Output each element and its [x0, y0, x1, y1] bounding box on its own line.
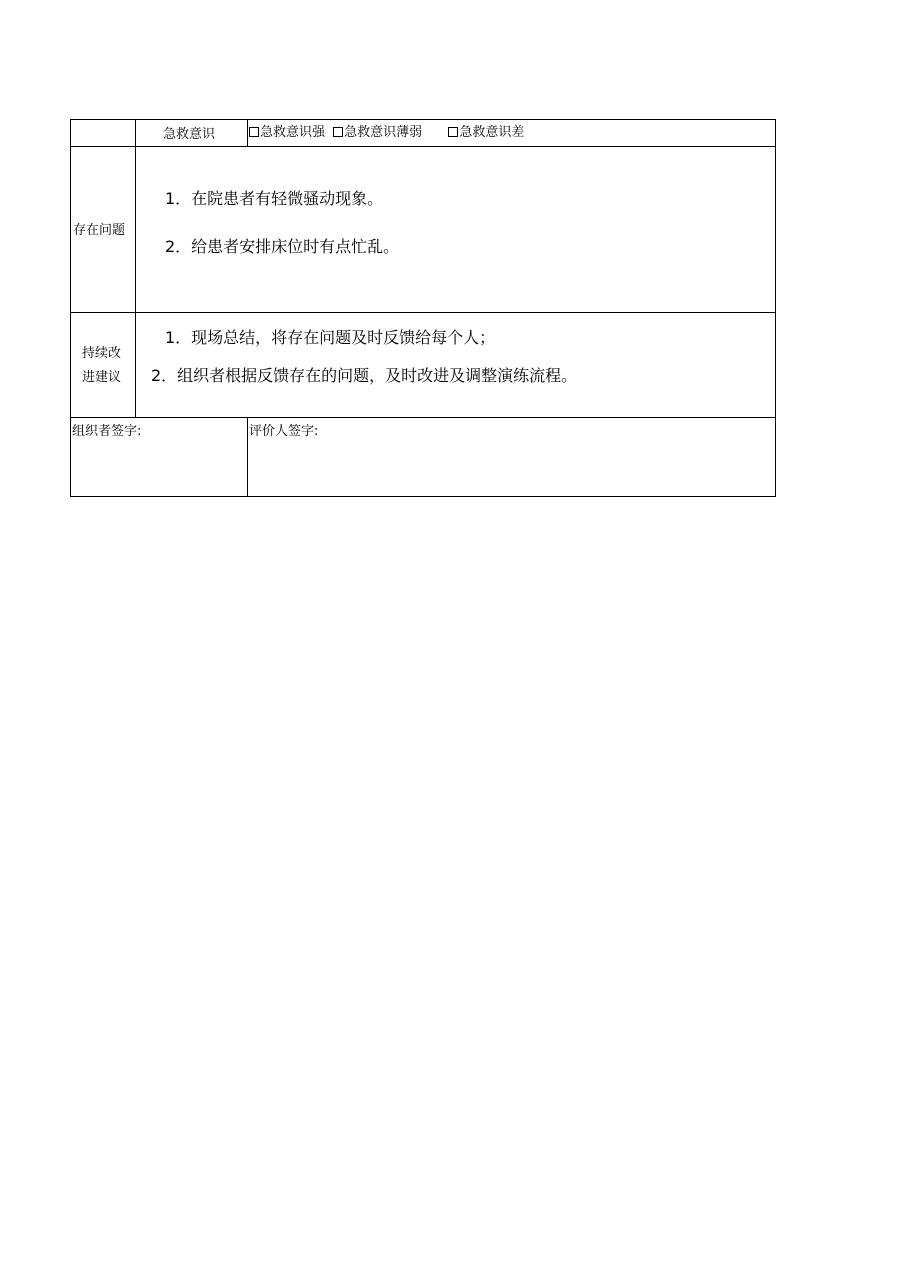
awareness-options — [249, 126, 524, 139]
checkbox-icon[interactable] — [448, 127, 458, 137]
checkbox-icon[interactable] — [249, 127, 259, 137]
row-divider-1 — [71, 146, 775, 147]
awareness-option-strong[interactable]: 急救意识强 — [249, 125, 329, 140]
improvement-item: 1．现场总结，将存在问题及时反馈给每个人； — [165, 328, 496, 347]
row-divider-2 — [71, 312, 775, 313]
column-divider-3 — [247, 417, 248, 496]
problems-label: 存在问题 — [73, 223, 126, 238]
column-divider-2 — [247, 120, 248, 146]
improvement-item: 2．组织者根据反馈存在的问题，及时改进及调整演练流程。 — [151, 366, 578, 385]
awareness-label: 急救意识 — [163, 127, 216, 142]
evaluator-signature-label: 评价人签字: — [249, 424, 319, 439]
problem-item: 2．给患者安排床位时有点忙乱。 — [165, 237, 400, 256]
improvement-label-line1: 持续改 — [82, 346, 122, 361]
row-divider-3 — [71, 417, 775, 418]
organizer-signature-label: 组织者签字: — [72, 424, 142, 439]
problem-item: 1．在院患者有轻微骚动现象。 — [165, 189, 384, 208]
awareness-option-weak[interactable]: 急救意识薄弱 — [333, 125, 426, 140]
column-divider-1 — [135, 120, 136, 417]
improvement-label-line2: 进建议 — [82, 370, 122, 385]
checkbox-icon[interactable] — [333, 127, 343, 137]
evaluation-form-table — [70, 119, 776, 497]
awareness-option-poor[interactable]: 急救意识差 — [448, 125, 524, 140]
